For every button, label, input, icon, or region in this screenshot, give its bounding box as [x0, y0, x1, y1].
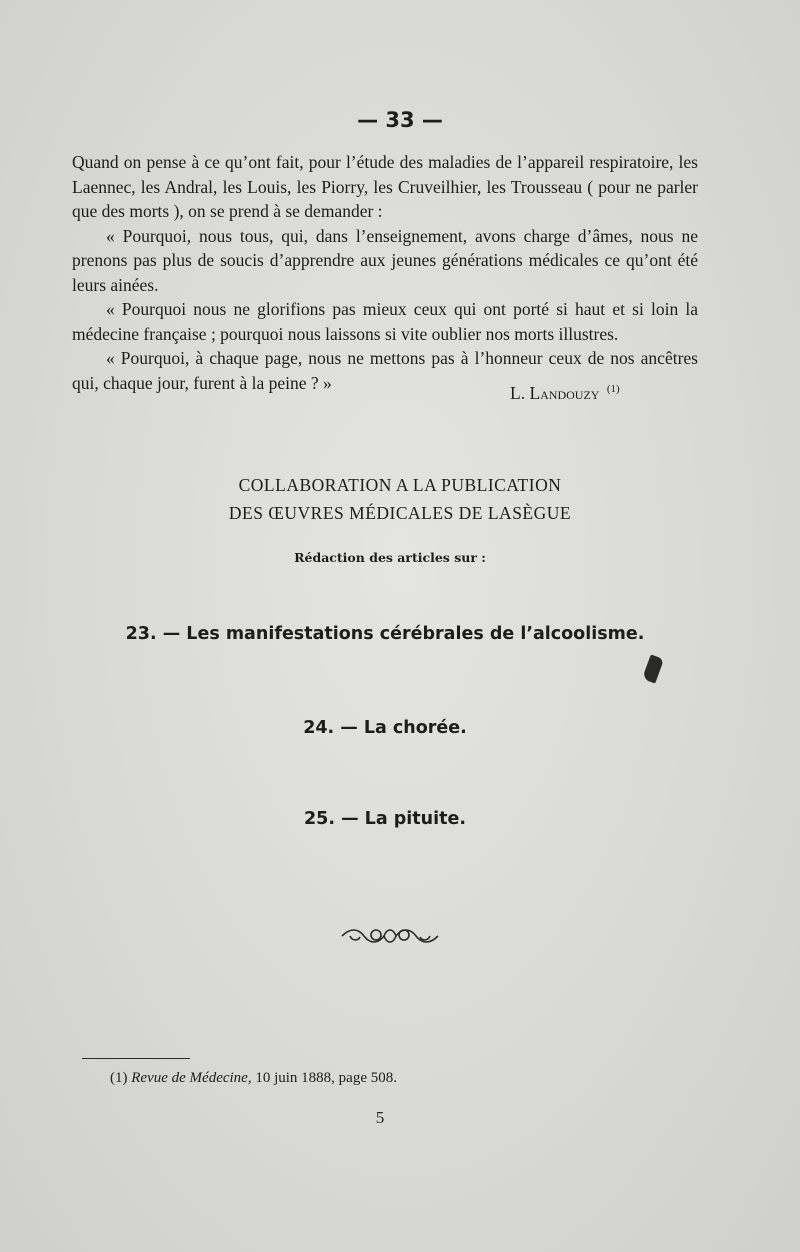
- page-header: — 33 —: [357, 108, 443, 132]
- section-subtitle: Rédaction des articles sur :: [294, 550, 486, 565]
- page-number: 5: [375, 1108, 385, 1127]
- signature-name: Landouzy: [529, 383, 600, 403]
- footnote-reference: (1): [606, 383, 620, 396]
- footnote-journal: Revue de Médecine,: [131, 1070, 252, 1086]
- fleuron-ornament-icon: [340, 924, 440, 948]
- article-title-25: 25. — La pituite.: [304, 809, 466, 829]
- footnote-details: 10 juin 1888, page 508.: [255, 1070, 397, 1086]
- article-title-23: 23. — Les manifestations cérébrales de l’alcoolisme.: [125, 624, 645, 644]
- footnote-rule: [82, 1058, 190, 1059]
- body-text: [72, 150, 698, 395]
- paragraph-4: « Pourquoi, à chaque page, nous ne mettons pas à l’honneur ceux de nos ancêtres qui, chaque jour, furent à la peine ? »: [72, 348, 698, 393]
- paragraph-2: « Pourquoi, nous tous, qui, dans l’enseignement, avons charge d’âmes, nous ne prenons pas plus de soucis d’apprendre aux jeunes générations médicales ce qu’ont été leurs ainées.: [72, 225, 698, 295]
- section-title-line-2: DES ŒUVRES MÉDICALES DE LASÈGUE: [228, 503, 572, 523]
- signature: [510, 383, 620, 404]
- ink-smudge: [642, 654, 664, 683]
- signature-initial: L.: [510, 383, 526, 403]
- paragraph-1: Quand on pense à ce qu’ont fait, pour l’étude des maladies de l’appareil respiratoire, les Laennec, les Andral, les Louis, les Piorry, les Cruveilhier, les Trousseau ( pour ne parler que des morts ), on se prend à se demander :: [72, 152, 698, 221]
- footnote-number: (1): [110, 1070, 128, 1086]
- section-title-line-1: COLLABORATION A LA PUBLICATION: [238, 475, 562, 495]
- paragraph-3: « Pourquoi nous ne glorifions pas mieux ceux qui ont porté si haut et si loin la médecine française ; pourquoi nous laissons si vite oublier nos morts illustres.: [72, 299, 698, 344]
- article-title-24: 24. — La chorée.: [303, 718, 467, 738]
- footnote: [110, 1070, 397, 1087]
